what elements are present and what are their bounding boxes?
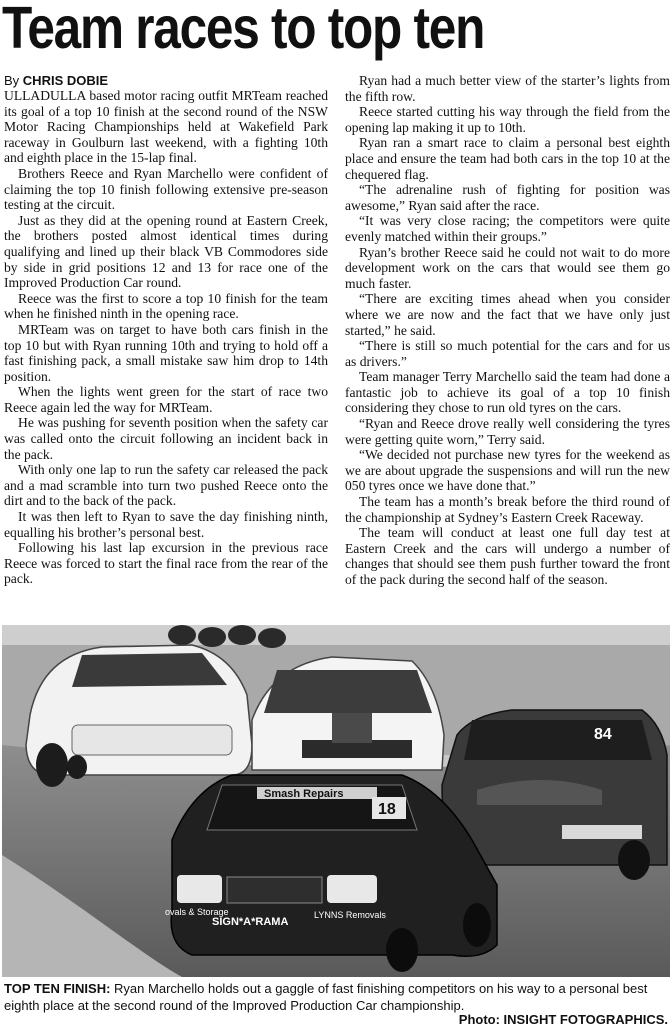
- paragraph: “Ryan and Reece drove really well considering the tyres were getting quite worn,” Terry said.: [345, 416, 670, 447]
- paragraph: “We decided not purchase new tyres for the weekend as we are about upgrade the suspensions and will run the new 050 tyres once we have done that.”: [345, 447, 670, 494]
- article-column-2: [345, 73, 670, 588]
- paragraph: He was pushing for seventh position when the safety car was called onto the circuit following an incident back in the pack.: [4, 415, 328, 462]
- white-car-middle: [252, 657, 444, 770]
- paragraph: Reece was the first to score a top 10 finish for the team when he finished ninth in the opening race.: [4, 290, 328, 322]
- photo-credit: Photo: INSIGHT FOTOGRAPHICS.: [458, 1012, 668, 1027]
- paragraph: When the lights went green for the start of race two Reece again led the way for MRTeam.: [4, 384, 328, 415]
- paragraph: Reece started cutting his way through the field from the opening lap making it up to 10th.: [345, 104, 670, 135]
- paragraph: Following his last lap excursion in the previous race Reece was forced to start the final race from the rear of the pack.: [4, 540, 328, 587]
- caption-text: Ryan Marchello holds out a gaggle of fast finishing competitors on his way to a personal best eighth place at the second round of the Improved Production Car championship.: [4, 981, 648, 1013]
- sign-a-rama-decal: SIGN*A*RAMA: [212, 916, 289, 928]
- photo-caption: [4, 980, 668, 1014]
- white-car-left: [26, 645, 252, 787]
- car-84-number: 84: [594, 726, 612, 743]
- paragraph: Brothers Reece and Ryan Marchello were confident of claiming the top 10 finish following extensive pre-season testing at the circuit.: [4, 165, 328, 213]
- paragraph: Ryan ran a smart race to claim a personal best eighth place and ensure the team had both cars in the top 10 at the chequered flag.: [345, 135, 670, 182]
- paragraph: “There is still so much potential for the cars and for us as drivers.”: [345, 338, 670, 369]
- race-photo: [2, 625, 670, 977]
- paragraph: The team has a month’s break before the third round of the championship at Sydney’s Eastern Creek Raceway.: [345, 494, 670, 525]
- paragraph: ULLADULLA based motor racing outfit MRTeam reached its goal of a top 10 finish at the second round of the NSW Motor Racing Championships held at Wakefield Park raceway in Goulburn last weekend, with a fighting 10th and eighth place in the 15-lap final.: [4, 88, 328, 166]
- paragraph: With only one lap to run the safety car released the pack and a mad scramble into turn two pushed Reece onto the dirt and to the back of the pack.: [4, 462, 328, 509]
- headline: Team races to top ten: [2, 0, 485, 61]
- paragraph: “The adrenaline rush of fighting for position was awesome,” Ryan said after the race.: [345, 182, 670, 213]
- byline-author: CHRIS DOBIE: [22, 73, 109, 88]
- paragraph: It was then left to Ryan to save the day finishing ninth, equalling his brother’s personal best.: [4, 509, 328, 540]
- race-photo-illustration: [2, 625, 670, 977]
- paragraph: Just as they did at the opening round at Eastern Creek, the brothers posted almost identical times during qualifying and lined up their black VB Commodores side by side in grid positions 12 and 13 for race one of the Improved Production Car round.: [4, 212, 328, 291]
- paragraph: Ryan’s brother Reece said he could not wait to do more development work on the cars that would see them go much faster.: [345, 244, 670, 291]
- paragraph: Team manager Terry Marchello said the team had done a fantastic job to achieve its goal of a top 10 finish considering they chose to run old tyres on the cars.: [345, 369, 670, 416]
- byline: [4, 73, 108, 88]
- caption-label: TOP TEN FINISH:: [4, 981, 111, 996]
- paragraph: The team will conduct at least one full day test at Eastern Creek and the cars will undergo a number of changes that should see them push further toward the front of the pack during the second half of the season.: [345, 525, 670, 587]
- article-column-1: [4, 88, 328, 587]
- car-18-number: 18: [378, 801, 396, 818]
- lynns-removals-decal: LYNNS Removals: [314, 910, 386, 920]
- paragraph: “It was very close racing; the competitors were quite evenly matched within their groups.”: [345, 213, 670, 244]
- paragraph: “There are exciting times ahead when you consider where we are now and the fact that we have only just started,” he said.: [345, 291, 670, 338]
- storage-decal: ovals & Storage: [165, 907, 229, 917]
- windscreen-banner: Smash Repairs: [264, 788, 344, 800]
- paragraph: MRTeam was on target to have both cars finish in the top 10 but with Ryan running 10th and trying to hold off a fast finishing pack, a small mistake saw him drop to 14th position.: [4, 321, 328, 384]
- byline-prefix: By: [4, 73, 20, 88]
- paragraph: Ryan had a much better view of the starter’s lights from the fifth row.: [345, 73, 670, 104]
